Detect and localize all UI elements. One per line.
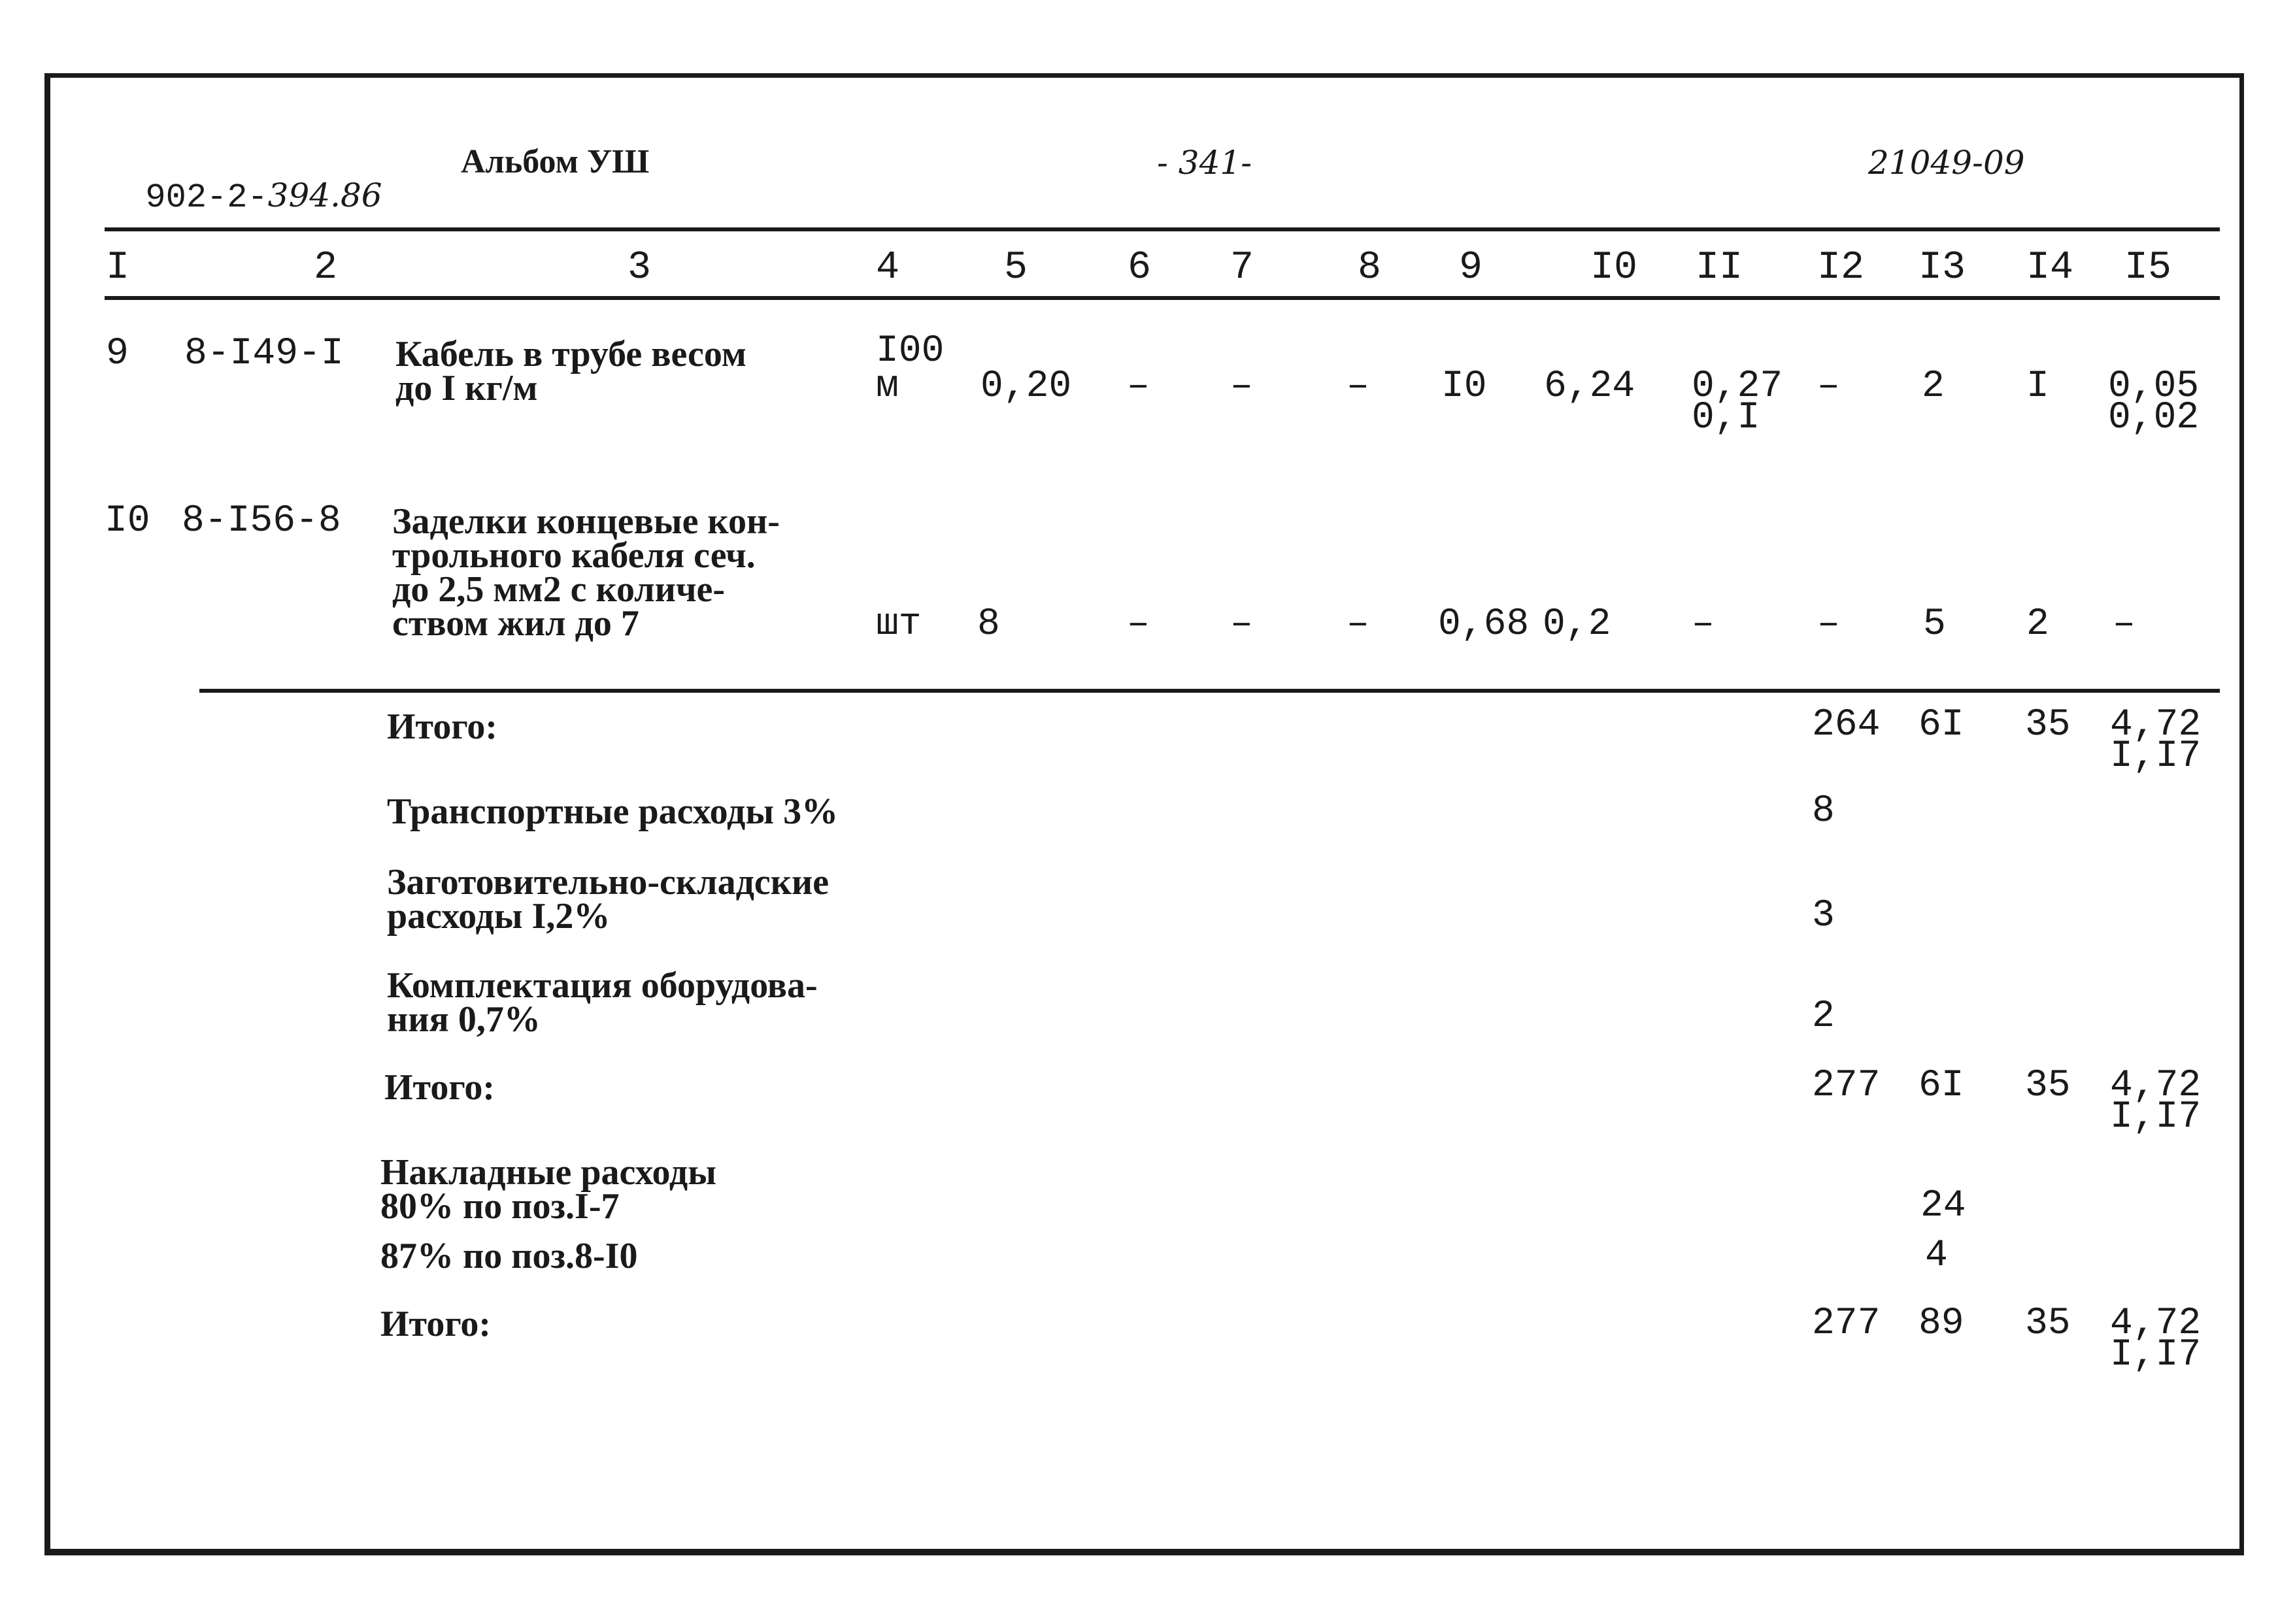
cell-col5: 8 xyxy=(977,603,1000,646)
summary-col13: 89 xyxy=(1918,1302,1964,1345)
cell-col8: – xyxy=(1347,603,1369,646)
cell-col7: – xyxy=(1230,365,1253,408)
summary-label: Комплектация оборудова- xyxy=(387,965,818,1006)
unit-line: I00 xyxy=(876,330,945,373)
summary-label: Накладные расходы xyxy=(380,1152,716,1193)
item-description-line: трольного кабеля сеч. xyxy=(392,535,756,576)
summary-col12: 2 xyxy=(1812,995,1835,1038)
summary-label: Заготовительно-складские xyxy=(387,862,829,903)
summary-col15: I,I7 xyxy=(2110,1334,2202,1376)
column-number: 3 xyxy=(628,246,652,290)
column-number: I4 xyxy=(2026,246,2074,290)
column-number: I0 xyxy=(1590,246,1638,290)
document-code-printed: 902-2- xyxy=(145,178,268,217)
summary-col15: I,I7 xyxy=(2110,735,2202,778)
cell-col7: – xyxy=(1230,603,1253,646)
cell-col9: 0,68 xyxy=(1438,603,1530,646)
cell-col11: 0,I xyxy=(1692,397,1760,439)
column-header-top-rule xyxy=(105,227,2220,231)
summary-col15: 4,72 xyxy=(2110,1302,2202,1345)
column-number: 5 xyxy=(1004,246,1028,290)
summary-col12: 277 xyxy=(1812,1302,1881,1345)
summary-label: расходы I,2% xyxy=(387,896,611,936)
summary-col15: I,I7 xyxy=(2110,1096,2202,1138)
cell-col5: 0,20 xyxy=(980,365,1072,408)
column-header-bottom-rule xyxy=(105,296,2220,300)
cell-col11: 0,27 xyxy=(1692,365,1783,408)
column-number: II xyxy=(1696,246,1743,290)
norm-code: 8-I49-I xyxy=(184,333,344,375)
cell-col8: – xyxy=(1347,365,1369,408)
summary-col12: 277 xyxy=(1812,1065,1881,1107)
summary-col12: 264 xyxy=(1812,704,1881,746)
summary-label: 87% по поз.8-I0 xyxy=(380,1236,638,1276)
item-description-line: до I кг/м xyxy=(395,368,538,408)
summary-label: Итого: xyxy=(387,706,498,747)
cell-col15: 0,05 xyxy=(2108,365,2200,408)
cell-col12: – xyxy=(1817,603,1840,646)
item-description-line: Заделки концевые кон- xyxy=(392,501,780,542)
cell-col15: 0,02 xyxy=(2108,397,2200,439)
row-number: I0 xyxy=(105,500,150,542)
summary-col12: 8 xyxy=(1812,790,1835,833)
album-label: Альбом УШ xyxy=(461,143,650,180)
cell-col10: 6,24 xyxy=(1544,365,1635,408)
document-code-handwritten: 394.86 xyxy=(267,176,382,214)
cell-col12: – xyxy=(1817,365,1840,408)
cell-col14: I xyxy=(2026,365,2049,408)
item-description-line: до 2,5 мм2 с количе- xyxy=(392,569,726,610)
column-number: 6 xyxy=(1128,246,1152,290)
summary-label: 80% по поз.I-7 xyxy=(380,1186,620,1227)
summary-col13: 6I xyxy=(1918,704,1964,746)
column-number: I3 xyxy=(1918,246,1966,290)
cell-col14: 2 xyxy=(2026,603,2049,646)
column-number: 4 xyxy=(876,246,900,290)
cell-col13: 2 xyxy=(1922,365,1945,408)
item-description-line: ством жил до 7 xyxy=(392,603,639,644)
cell-col10: 0,2 xyxy=(1543,603,1611,646)
summary-col15: 4,72 xyxy=(2110,704,2202,746)
column-number: I2 xyxy=(1817,246,1865,290)
row-number: 9 xyxy=(106,333,129,375)
summary-label: Транспортные расходы 3% xyxy=(387,791,839,832)
sheet-code: 21049-09 xyxy=(1868,144,2025,182)
document-code xyxy=(105,145,382,215)
summary-col12: 3 xyxy=(1812,895,1835,937)
cell-col13: 5 xyxy=(1923,603,1946,646)
column-number: 2 xyxy=(314,246,338,290)
page-number: - 341- xyxy=(1157,144,1252,182)
totals-rule xyxy=(199,689,2220,693)
norm-code: 8-I56-8 xyxy=(182,500,341,542)
summary-label: Итого: xyxy=(384,1067,495,1108)
summary-col13: 6I xyxy=(1918,1065,1964,1107)
summary-col13: 4 xyxy=(1925,1235,1948,1277)
column-number: 9 xyxy=(1459,246,1483,290)
summary-col14: 35 xyxy=(2025,1302,2071,1345)
item-description-line: Кабель в трубе весом xyxy=(395,334,746,374)
cell-col9: I0 xyxy=(1441,365,1487,408)
cell-col6: – xyxy=(1127,365,1150,408)
summary-col14: 35 xyxy=(2025,1065,2071,1107)
cell-col15: – xyxy=(2113,603,2136,646)
column-number: I xyxy=(106,246,130,290)
column-number: 8 xyxy=(1358,246,1382,290)
summary-col15: 4,72 xyxy=(2110,1065,2202,1107)
summary-col14: 35 xyxy=(2025,704,2071,746)
cell-col6: – xyxy=(1127,603,1150,646)
summary-col13: 24 xyxy=(1920,1185,1966,1227)
cell-col11: – xyxy=(1692,603,1715,646)
summary-label: Итого: xyxy=(380,1304,492,1344)
summary-label: ния 0,7% xyxy=(387,999,541,1040)
column-number: I5 xyxy=(2124,246,2172,290)
unit-line: м xyxy=(876,365,899,408)
column-number: 7 xyxy=(1230,246,1254,290)
unit-line: шт xyxy=(876,603,922,646)
